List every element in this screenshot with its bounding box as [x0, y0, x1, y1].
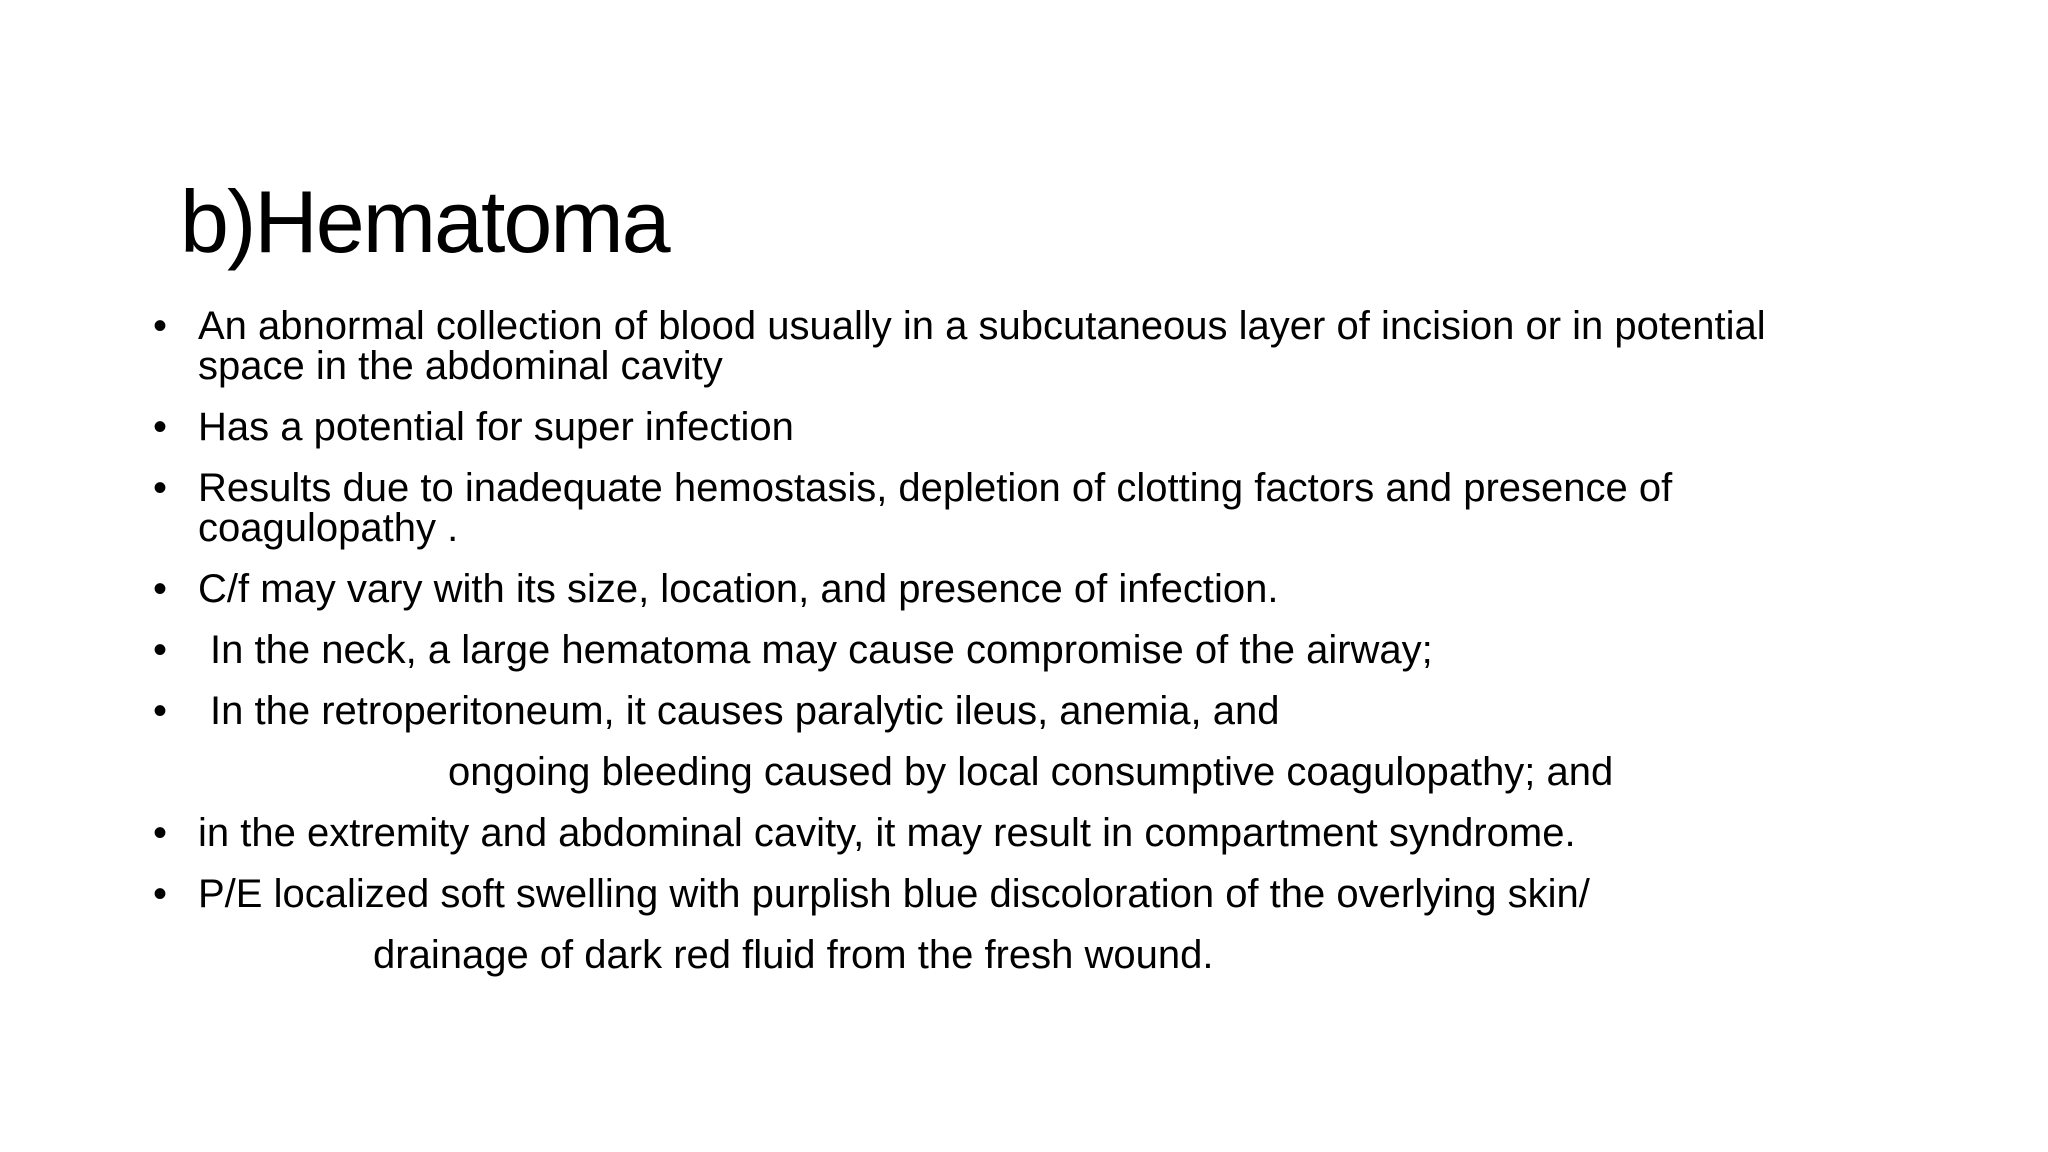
list-item [150, 874, 2030, 914]
bullet-text-wrap: space in the abdominal cavity [198, 344, 723, 388]
bullet-icon: • [153, 811, 168, 855]
bullet-icon: • [153, 567, 168, 611]
list-item [150, 691, 2030, 731]
bullet-icon: • [153, 304, 168, 348]
bullet-text: C/f may vary with its size, location, and presence of infection. [198, 567, 1279, 611]
bullet-icon: • [153, 466, 168, 510]
bullet-text: Has a potential for super infection [198, 405, 794, 449]
bullet-text: In the neck, a large hematoma may cause compromise of the airway; [210, 628, 1433, 672]
bullet-text-wrap: coagulopathy . [198, 506, 459, 550]
bullet-text: in the extremity and abdominal cavity, it may result in compartment syndrome. [198, 811, 1576, 855]
bullet-icon: • [153, 405, 168, 449]
bullet-list [150, 306, 2030, 996]
slide-title: b)Hematoma [180, 172, 669, 271]
bullet-icon: • [153, 628, 168, 672]
list-item [150, 407, 2030, 447]
bullet-text: An abnormal collection of blood usually in a subcutaneous layer of incision or in potential [198, 304, 1766, 348]
list-continuation: drainage of dark red fluid from the fresh wound. [373, 933, 1214, 977]
bullet-text: P/E localized soft swelling with purplish blue discoloration of the overlying skin/ [198, 872, 1590, 916]
bullet-icon: • [153, 872, 168, 916]
list-continuation: ongoing bleeding caused by local consumptive coagulopathy; and [448, 750, 1614, 794]
list-item [150, 468, 2030, 548]
list-item [150, 306, 2030, 386]
bullet-text: Results due to inadequate hemostasis, depletion of clotting factors and presence of [198, 466, 1673, 510]
list-item [150, 569, 2030, 609]
list-item [150, 813, 2030, 853]
list-item [150, 630, 2030, 670]
bullet-text: In the retroperitoneum, it causes paralytic ileus, anemia, and [210, 689, 1280, 733]
bullet-icon: • [153, 689, 168, 733]
